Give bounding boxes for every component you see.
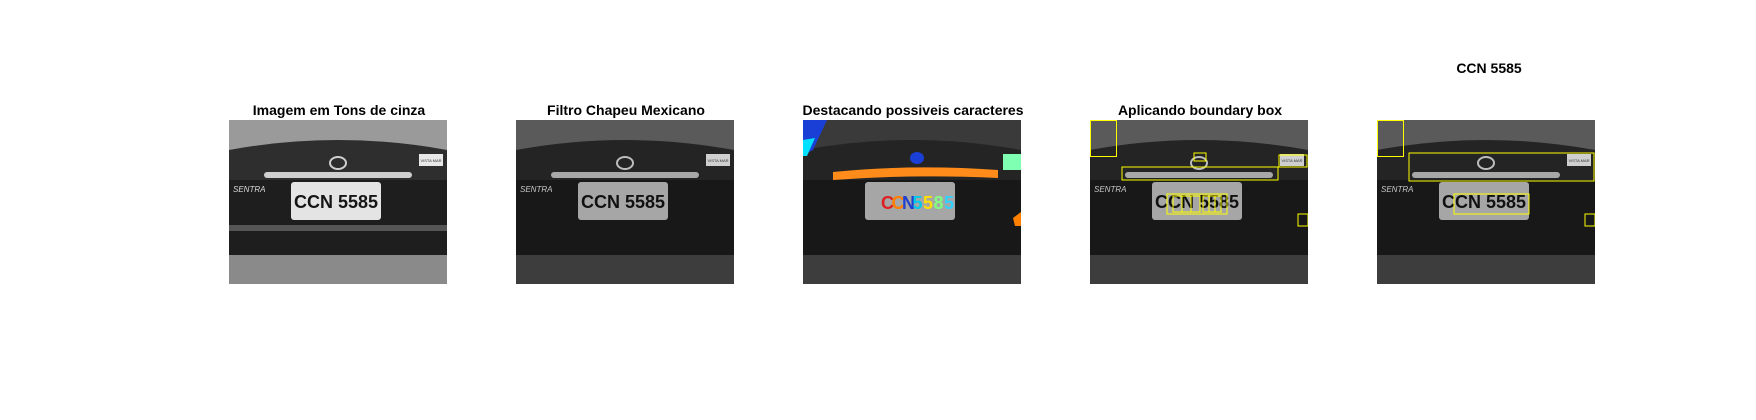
character-label: 8 — [933, 193, 944, 213]
panel-final-detection — [1377, 100, 1597, 284]
sticker-text: VISTA MAR — [1281, 158, 1303, 163]
panel-grayscale — [229, 100, 449, 284]
filtered-car-image — [516, 120, 734, 284]
character-label: 5 — [912, 193, 923, 213]
panel-labeled-characters — [803, 100, 1023, 284]
panel-mexican-hat — [516, 100, 736, 284]
panel-bounding-boxes — [1090, 100, 1310, 284]
recognized-plate-title: CCN 5585 — [1456, 60, 1522, 76]
panel-title-mexican-hat: Filtro Chapeu Mexicano — [547, 102, 705, 118]
sticker-text: VISTA MAR — [1568, 158, 1590, 163]
panel-title-grayscale: Imagem em Tons de cinza — [252, 102, 426, 118]
labeled-regions-image — [803, 120, 1021, 284]
character-label: C — [891, 193, 905, 213]
panel-title-bounding-boxes: Aplicando boundary box — [1117, 102, 1283, 118]
sentra-badge: SENTRA — [1381, 185, 1414, 194]
sentra-badge: SENTRA — [1094, 185, 1127, 194]
bounding-box-image — [1090, 120, 1308, 284]
panel-title-final — [1337, 100, 1637, 120]
panel-title-labeled-characters: Destacando possiveis caracteres — [802, 102, 1024, 118]
sentra-badge: SENTRA — [520, 185, 553, 194]
sticker-text: VISTA MAR — [707, 158, 729, 163]
plate-text: CCN 5585 — [1154, 192, 1240, 212]
character-label: C — [881, 193, 894, 213]
final-detection-image — [1377, 120, 1595, 284]
character-label: 5 — [944, 193, 955, 213]
character-labels — [881, 193, 954, 213]
label-region-sticker — [1003, 154, 1021, 170]
sticker-text: VISTA MAR — [420, 158, 442, 163]
label-region-emblem — [910, 152, 924, 164]
character-label: N — [902, 193, 915, 213]
plate-text: CCN 5585 — [580, 192, 666, 212]
character-label: 5 — [923, 193, 934, 213]
grayscale-car-image — [229, 120, 447, 284]
plate-text: CCN 5585 — [1441, 192, 1527, 212]
plate-text: CCN 5585 — [293, 192, 379, 212]
sentra-badge: SENTRA — [233, 185, 266, 194]
